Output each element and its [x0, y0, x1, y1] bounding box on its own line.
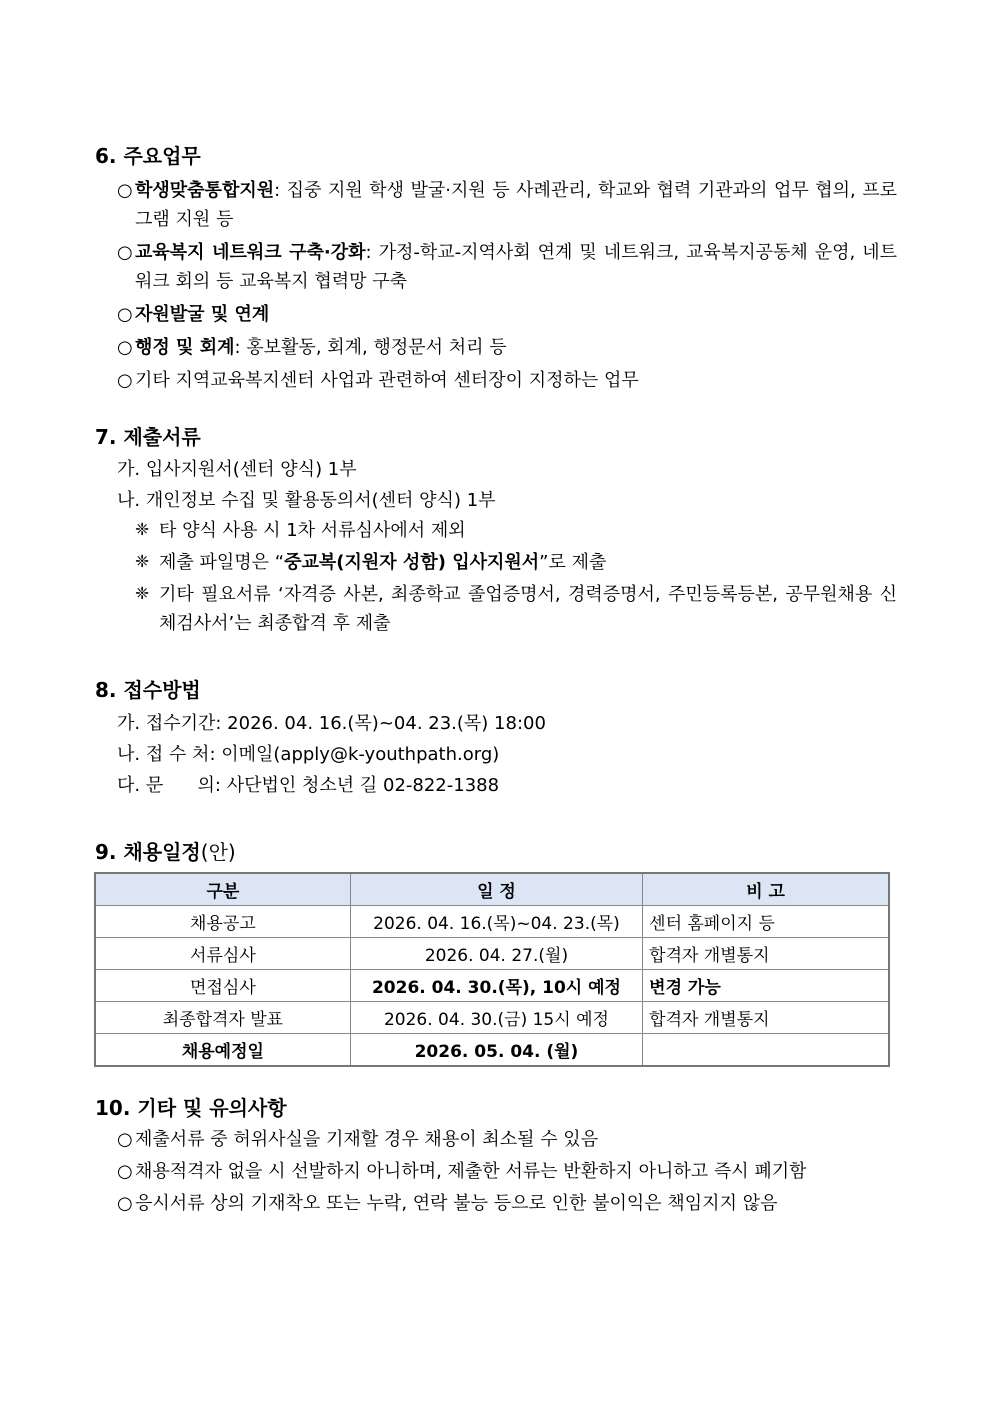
table-cell: 합격자 개별통지: [643, 938, 889, 970]
duty-item-heading: 교육복지 네트워크 구축·강화: [135, 242, 366, 263]
table-cell: 2026. 04. 30.(금) 15시 예정: [350, 1002, 642, 1034]
bullet-marker: ○: [117, 180, 133, 201]
column-header: 구분: [95, 873, 350, 906]
section-title: [95, 838, 897, 866]
section-application-method: [95, 676, 897, 801]
duty-item-heading: 학생맞춤통합지원: [135, 180, 275, 201]
section-title-suffix: (안): [200, 840, 236, 864]
document-item: 나. 개인정보 수집 및 활용동의서(센터 양식) 1부: [117, 490, 496, 511]
application-destination: 나. 접 수 처: 이메일(apply@k-youthpath.org): [117, 744, 500, 765]
duty-item-text: : 홍보활동, 회계, 행정문서 처리 등: [234, 337, 507, 358]
table-cell: 2026. 04. 27.(월): [350, 938, 642, 970]
section-title: 6. 주요업무: [95, 144, 201, 168]
duty-item: [95, 238, 897, 296]
note-text: 타 양식 사용 시 1차 서류심사에서 제외: [159, 520, 466, 541]
notice-item: [95, 1157, 897, 1186]
bullet-marker: ○: [117, 370, 133, 391]
bullet-marker: ○: [117, 1161, 133, 1182]
table-cell: 2026. 05. 04. (월): [350, 1034, 642, 1067]
section-required-documents: [95, 423, 897, 638]
note-marker: ❈: [135, 552, 150, 572]
duty-item-heading: 행정 및 회계: [135, 337, 235, 358]
note-text: 제출 파일명은 “: [159, 552, 285, 573]
table-cell: [643, 1034, 889, 1067]
section-notes: [95, 1094, 897, 1218]
table-row: [95, 1002, 889, 1034]
bullet-marker: ○: [117, 1129, 133, 1150]
bullet-marker: ○: [117, 304, 133, 325]
notice-text: 채용적격자 없을 시 선발하지 아니하며, 제출한 서류는 반환하지 아니하고 즉시 폐기함: [135, 1161, 807, 1182]
notice-text: 응시서류 상의 기재착오 또는 누락, 연락 불능 등으로 인한 불이익은 책임지지 않음: [135, 1193, 778, 1214]
section-title-text: 9. 채용일정: [95, 840, 201, 864]
bullet-marker: ○: [117, 1193, 133, 1214]
note-text: 기타 필요서류 ‘자격증 사본, 최종학교 졸업증명서, 경력증명서, 주민등록등본, 공무원채용 신체검사서’는 최종합격 후 제출: [159, 584, 897, 634]
notice-text: 제출서류 중 허위사실을 기재할 경우 채용이 최소될 수 있음: [135, 1129, 599, 1150]
note-marker: ❈: [135, 520, 150, 540]
document-note: [95, 548, 897, 577]
table-header-row: [95, 873, 889, 906]
table-cell: 센터 홈페이지 등: [643, 906, 889, 938]
table-cell: 2026. 04. 30.(목), 10시 예정: [350, 970, 642, 1002]
section-main-duties: [95, 142, 897, 395]
bullet-marker: ○: [117, 337, 133, 358]
duty-item: [95, 300, 897, 329]
notice-item: [95, 1189, 897, 1218]
table-cell: 채용예정일: [95, 1034, 350, 1067]
document-note: [95, 580, 897, 638]
table-cell: 합격자 개별통지: [643, 1002, 889, 1034]
duty-item-text: 기타 지역교육복지센터 사업과 관련하여 센터장이 지정하는 업무: [135, 370, 639, 391]
document-note: [95, 516, 897, 545]
section-title: 7. 제출서류: [95, 425, 201, 449]
duty-item: [95, 366, 897, 395]
document-item: 가. 입사지원서(센터 양식) 1부: [117, 459, 357, 480]
duty-item: [95, 176, 897, 234]
file-name-format: 중교복(지원자 성함) 입사지원서: [284, 552, 540, 573]
duty-item-text: : 집중 지원 학생 발굴·지원 등 사례관리, 학교와 협력 기관과의 업무 협의, 프로그램 지원 등: [135, 180, 897, 230]
note-text: ”로 제출: [539, 552, 607, 573]
table-cell: 변경 가능: [643, 970, 889, 1002]
table-cell: 서류심사: [95, 938, 350, 970]
duty-item-text: : 가정-학교-지역사회 연계 및 네트워크, 교육복지공동체 운영, 네트워크 회의 등 교육복지 협력망 구축: [135, 242, 897, 292]
note-marker: ❈: [135, 584, 150, 604]
notice-item: [95, 1125, 897, 1154]
column-header: 일 정: [350, 873, 642, 906]
table-cell: 면접심사: [95, 970, 350, 1002]
section-title: 10. 기타 및 유의사항: [95, 1096, 287, 1120]
column-header: 비 고: [643, 873, 889, 906]
table-row: [95, 906, 889, 938]
duty-item: [95, 333, 897, 362]
inquiry-contact: 다. 문 의: 사단법인 청소년 길 02-822-1388: [117, 775, 500, 796]
table-row: [95, 970, 889, 1002]
application-period: 가. 접수기간: 2026. 04. 16.(목)~04. 23.(목) 18:00: [117, 713, 546, 734]
table-cell: 2026. 04. 16.(목)~04. 23.(목): [350, 906, 642, 938]
table-cell: 최종합격자 발표: [95, 1002, 350, 1034]
hiring-schedule-table: [94, 872, 890, 1067]
table-cell: 채용공고: [95, 906, 350, 938]
section-hiring-schedule: [95, 838, 897, 866]
section-title: 8. 접수방법: [95, 678, 201, 702]
table-row: [95, 1034, 889, 1067]
table-row: [95, 938, 889, 970]
bullet-marker: ○: [117, 242, 133, 263]
duty-item-heading: 자원발굴 및 연계: [135, 304, 270, 325]
